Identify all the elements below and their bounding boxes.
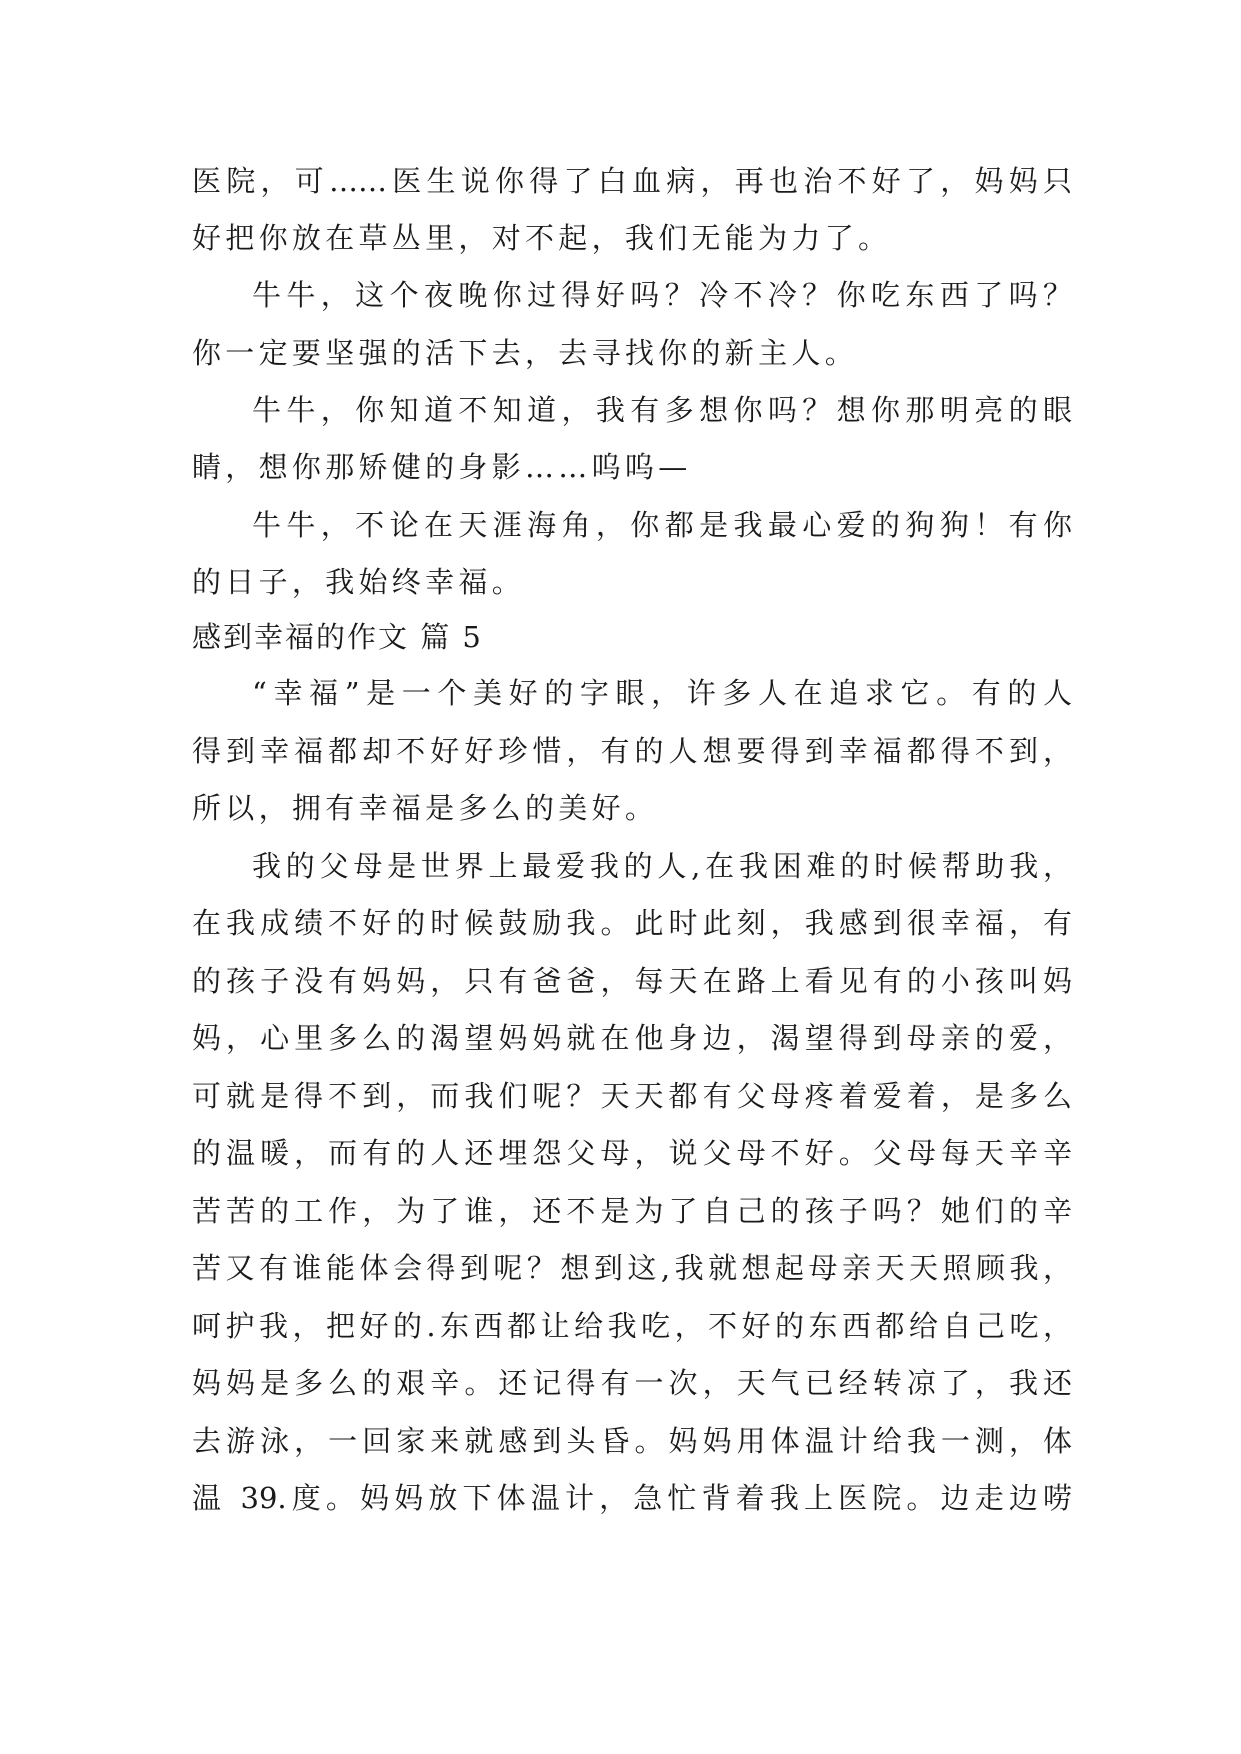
text-line: 牛牛，你知道不知道，我有多想你吗？想你那明亮的眼 xyxy=(252,393,1072,427)
text-line: 的孩子没有妈妈，只有爸爸，每天在路上看见有的小孩叫妈 xyxy=(192,964,1072,998)
section-heading: 感到幸福的作文 篇 5 xyxy=(192,620,483,654)
text-line: 医院，可……医生说你得了白血病，再也治不好了，妈妈只 xyxy=(192,164,1072,198)
text-line: “幸福”是一个美好的字眼，许多人在追求它。有的人 xyxy=(252,676,1072,710)
text-line: 苦又有谁能体会得到呢？想到这,我就想起母亲天天照顾我， xyxy=(192,1251,1072,1285)
text-line: 你一定要坚强的活下去，去寻找你的新主人。 xyxy=(192,336,859,370)
text-line: 妈，心里多么的渴望妈妈就在他身边，渴望得到母亲的爱， xyxy=(192,1021,1072,1055)
text-line: 的温暖，而有的人还埋怨父母，说父母不好。父母每天辛辛 xyxy=(192,1136,1072,1170)
text-line: 温 39.度。妈妈放下体温计，急忙背着我上医院。边走边唠 xyxy=(192,1481,1072,1515)
text-line: 好把你放在草丛里，对不起，我们无能为力了。 xyxy=(192,221,892,255)
text-line: 牛牛，不论在天涯海角，你都是我最心爱的狗狗！有你 xyxy=(252,508,1072,542)
text-line: 睛，想你那矫健的身影……呜呜— xyxy=(192,450,692,484)
text-line: 在我成绩不好的时候鼓励我。此时此刻，我感到很幸福，有 xyxy=(192,906,1072,940)
text-line: 呵护我，把好的.东西都让给我吃，不好的东西都给自己吃， xyxy=(192,1309,1072,1343)
text-line: 的日子，我始终幸福。 xyxy=(192,565,526,599)
text-line: 妈妈是多么的艰辛。还记得有一次，天气已经转凉了，我还 xyxy=(192,1366,1072,1400)
text-line: 苦苦的工作，为了谁，还不是为了自己的孩子吗？她们的辛 xyxy=(192,1194,1072,1228)
text-line: 去游泳，一回家来就感到头昏。妈妈用体温计给我一测，体 xyxy=(192,1424,1072,1458)
text-line: 得到幸福都却不好好珍惜，有的人想要得到幸福都得不到， xyxy=(192,734,1072,768)
text-line: 所以，拥有幸福是多么的美好。 xyxy=(192,791,659,825)
text-line: 牛牛，这个夜晚你过得好吗？冷不冷？你吃东西了吗？ xyxy=(252,278,1072,312)
text-line: 可就是得不到，而我们呢？天天都有父母疼着爱着，是多么 xyxy=(192,1079,1072,1113)
text-line: 我的父母是世界上最爱我的人,在我困难的时候帮助我， xyxy=(252,849,1072,883)
